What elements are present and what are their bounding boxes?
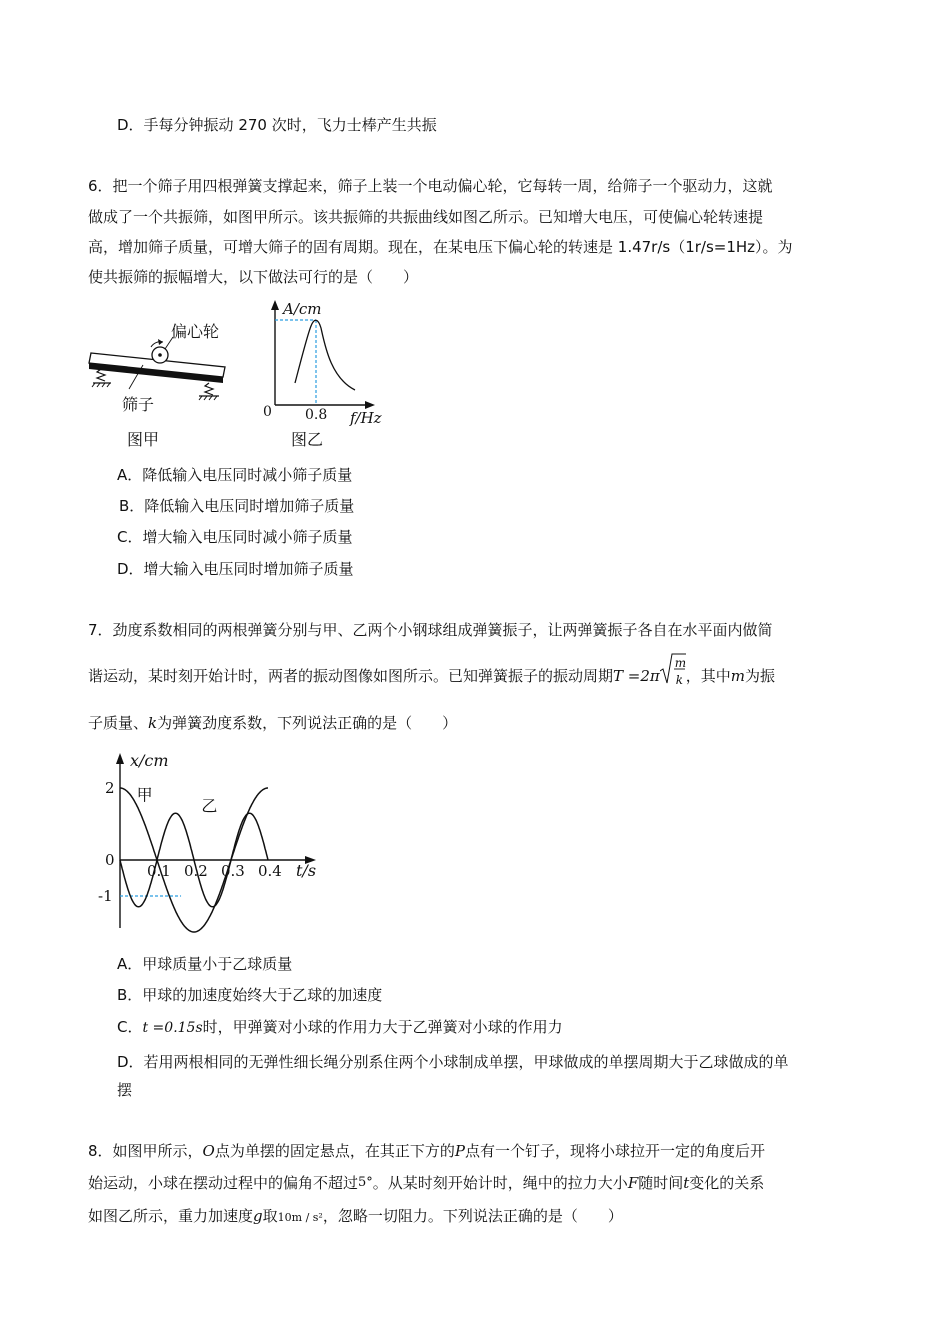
q6-stem-line-2: 做成了一个共振筛，如图甲所示。该共振筛的共振曲线如图乙所示。已知增大电压，可使偏心轮转速提 (88, 208, 764, 226)
var-f: F (627, 1174, 639, 1192)
var-m: m (730, 667, 746, 685)
q7-vibration-chart (95, 748, 330, 938)
sieve-label: 筛子 (122, 395, 155, 414)
point-o: O (202, 1142, 215, 1160)
wheel-label: 偏心轮 (171, 322, 220, 341)
q6-option-c: C．增大输入电压同时减小筛子质量 (117, 528, 353, 546)
spring-left (97, 369, 105, 381)
peak-tick-label: 0.8 (305, 407, 328, 423)
q7-option-d-line-2: 摆 (117, 1081, 133, 1099)
q8-l2-a: 始运动，小球在摆动过程中的偏角不超过 (88, 1174, 359, 1192)
resonance-curve (295, 320, 355, 390)
q7-line2-text: 谐运动，某时刻开始计时，两者的振动图像如图所示。已知弹簧振子的振动周期 (88, 667, 614, 685)
q6-option-a: A．降低输入电压同时减小筛子质量 (117, 466, 353, 484)
q8-l3-b: 取 (262, 1207, 278, 1225)
q7-option-c-label: C． (117, 1018, 143, 1036)
formula-denominator: k (675, 673, 684, 687)
period-formula (613, 656, 687, 687)
q7-option-c (117, 1017, 563, 1038)
y-tick-label: 0 (105, 851, 115, 869)
q6-figure-jia (85, 315, 235, 455)
var-g: g (253, 1207, 263, 1225)
q8-l1-a: 8．如图甲所示， (88, 1142, 203, 1160)
spring-right (205, 383, 213, 395)
q7-stem-line-3 (88, 713, 457, 733)
origin-label: 0 (263, 404, 272, 420)
y-axis-arrow (271, 300, 279, 310)
y-tick-label: 2 (105, 779, 115, 797)
var-k: k (148, 714, 158, 732)
x-axis-label: f/Hz (350, 409, 382, 427)
x-tick-label: 0.3 (221, 862, 245, 880)
q8-stem-line-1 (88, 1141, 765, 1161)
q8-l1-b: 点为单摆的固定悬点，在其正下方的 (214, 1142, 455, 1160)
y-axis-label: A/cm (283, 300, 322, 318)
q5-option-d: D．手每分钟振动 270 次时，飞力士棒产生共振 (117, 116, 437, 134)
x-tick-label: 0.2 (184, 862, 208, 880)
q8-l3-c: ，忽略一切阻力。下列说法正确的是（ ） (322, 1207, 623, 1225)
q7-line2-post-a: ，其中 (685, 667, 731, 685)
q7-stem-line-1: 7．劲度系数相同的两根弹簧分别与甲、乙两个小钢球组成弹簧振子，让两弹簧振子各自在水平面内做简 (88, 621, 773, 639)
q6-stem-line-3: 高，增加筛子质量，可增大筛子的固有周期。现在，在某电压下偏心轮的转速是 1.47r/s（1r/s=1Hz）。为 (88, 238, 793, 256)
x-tick-label: 0.1 (147, 862, 171, 880)
q7-stem-line-2 (88, 656, 776, 687)
series-yi-label: 乙 (201, 796, 218, 816)
y-tick-label: -1 (98, 887, 113, 905)
x-axis-label: t/s (296, 861, 317, 880)
q6-stem-line-4: 使共振筛的振幅增大，以下做法可行的是（ ） (88, 268, 419, 286)
q7-option-d-line-1: D．若用两根相同的无弹性细长绳分别系住两个小球制成单摆，甲球做成的单摆周期大于乙球做成的单 (117, 1053, 789, 1071)
q6-stem-line-1: 6．把一个筛子用四根弹簧支撑起来，筛子上装一个电动偏心轮，它每转一周，给筛子一个驱动力，这就 (88, 177, 773, 195)
q7-line2-post-b: 为振 (745, 667, 776, 685)
q6-figure-yi (255, 298, 395, 455)
figure-yi-caption: 图乙 (291, 430, 324, 449)
q8-l1-c: 点有一个钉子，现将小球拉开一定的角度后开 (464, 1142, 765, 1160)
q7-line3-post: 为弹簧劲度系数，下列说法正确的是（ ） (157, 714, 458, 732)
q7-line3-pre: 子质量、 (88, 714, 149, 732)
q8-l2-d: 变化的关系 (689, 1174, 765, 1192)
y-axis-arrow (116, 753, 124, 764)
q8-l2-c: 随时间 (638, 1174, 684, 1192)
q8-l2-b: 。从某时刻开始计时，绳中的拉力大小 (372, 1174, 628, 1192)
q8-stem-line-3 (88, 1206, 623, 1228)
var-t: t (683, 1174, 690, 1192)
q8-l3-a: 如图乙所示，重力加速度 (88, 1207, 254, 1225)
y-axis-label: x/cm (130, 751, 169, 770)
q6-option-d: D．增大输入电压同时增加筛子质量 (117, 560, 354, 578)
q6-option-b: B．降低输入电压同时增加筛子质量 (119, 497, 355, 515)
g-value: 10m / s² (277, 1211, 323, 1224)
series-jia-label: 甲 (136, 785, 153, 805)
q7-option-c-formula: t =0.15s (142, 1020, 203, 1036)
x-axis-arrow (365, 401, 375, 409)
formula-lhs: T =2π (613, 667, 660, 685)
q7-option-c-text: 时，甲弹簧对小球的作用力大于乙弹簧对小球的作用力 (202, 1018, 563, 1036)
sqrt-fraction (660, 656, 687, 687)
x-tick-label: 0.4 (258, 862, 282, 880)
q7-option-b: B．甲球的加速度始终大于乙球的加速度 (117, 986, 383, 1004)
formula-numerator: m (674, 656, 687, 670)
q7-option-a: A．甲球质量小于乙球质量 (117, 955, 293, 973)
angle-5-degrees: 5° (358, 1175, 373, 1190)
point-p: P (454, 1142, 465, 1160)
q8-stem-line-2 (88, 1173, 764, 1193)
figure-jia-caption: 图甲 (127, 430, 160, 449)
